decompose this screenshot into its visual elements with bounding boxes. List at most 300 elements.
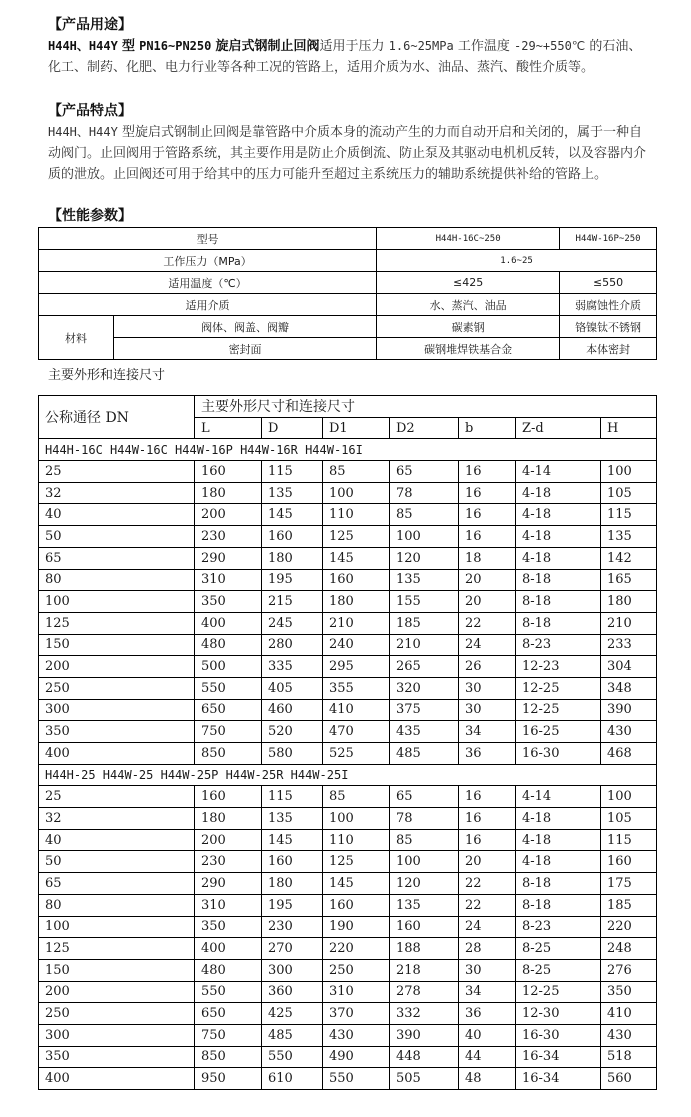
table-cell: 4-18	[516, 829, 601, 851]
table-cell: 115	[601, 829, 657, 851]
table-cell: 125	[39, 612, 195, 634]
table-row	[39, 526, 657, 548]
table-row	[39, 894, 657, 916]
table-cell: 610	[262, 1068, 323, 1090]
table-cell: 190	[323, 916, 390, 938]
table-cell: 335	[262, 656, 323, 678]
table-cell: 16	[459, 808, 516, 830]
table-cell: 16-34	[516, 1046, 601, 1068]
table-row	[39, 461, 657, 483]
table-cell: 12-30	[516, 1003, 601, 1025]
table-row	[39, 981, 657, 1003]
table-cell: 200	[195, 829, 262, 851]
table-cell: 160	[195, 786, 262, 808]
table-cell: 16-25	[516, 721, 601, 743]
table-cell: 405	[262, 677, 323, 699]
table-cell: 16-30	[516, 1024, 601, 1046]
table-cell: 160	[262, 526, 323, 548]
dims-col-header: H	[601, 417, 657, 439]
table-cell: 332	[390, 1003, 459, 1025]
table-cell: 100	[39, 916, 195, 938]
table-cell: 120	[390, 547, 459, 569]
table-cell: 348	[601, 677, 657, 699]
perf-model-b: H44W-16P~250	[560, 228, 657, 250]
table-cell: 16	[459, 786, 516, 808]
table-cell: 200	[39, 981, 195, 1003]
usage-text-3: 的石油、化工、制药、化肥、电力行业等各种工况的管路上，适用介质为水、油品、蒸汽、酸性介质等。	[48, 39, 642, 75]
usage-text-1: 适用于压力	[319, 39, 385, 54]
features-models: H44H、H44Y	[48, 125, 118, 139]
table-cell: 145	[262, 829, 323, 851]
table-cell: 28	[459, 938, 516, 960]
table-cell: 4-18	[516, 808, 601, 830]
table-cell: 4-18	[516, 482, 601, 504]
table-row	[39, 786, 657, 808]
table-cell: 518	[601, 1046, 657, 1068]
usage-paragraph	[48, 36, 648, 78]
table-cell: 110	[323, 504, 390, 526]
table-cell: 135	[390, 894, 459, 916]
table-cell: 650	[195, 699, 262, 721]
dims-group-title-row	[39, 439, 657, 461]
dims-col-header: L	[195, 417, 262, 439]
table-cell: 20	[459, 851, 516, 873]
table-cell: 350	[39, 1046, 195, 1068]
table-cell: 16-34	[516, 1068, 601, 1090]
perf-seal-a: 碳钢堆焊铁基合金	[377, 338, 560, 360]
dims-col-header: D2	[390, 417, 459, 439]
perf-temp-b: ≤550	[560, 272, 657, 294]
table-cell: 505	[390, 1068, 459, 1090]
table-cell: 350	[39, 721, 195, 743]
usage-type-word: 型	[121, 39, 135, 54]
table-row	[39, 743, 657, 765]
table-cell: 105	[601, 808, 657, 830]
table-cell: 195	[262, 569, 323, 591]
table-cell: 448	[390, 1046, 459, 1068]
table-cell: 100	[323, 482, 390, 504]
table-cell: 470	[323, 721, 390, 743]
usage-valve-name: 旋启式钢制止回阀	[215, 39, 320, 54]
table-row	[39, 808, 657, 830]
table-cell: 180	[195, 808, 262, 830]
table-cell: 16	[459, 461, 516, 483]
table-cell: 100	[390, 526, 459, 548]
table-cell: 240	[323, 634, 390, 656]
perf-body-b: 铬镍钛不锈钢	[560, 316, 657, 338]
table-cell: 25	[39, 461, 195, 483]
table-cell: 245	[262, 612, 323, 634]
table-cell: 350	[195, 916, 262, 938]
table-cell: 100	[601, 461, 657, 483]
perf-medium-a: 水、蒸汽、油品	[377, 294, 560, 316]
perf-seal-label: 密封面	[114, 338, 377, 360]
table-row	[39, 504, 657, 526]
table-cell: 220	[601, 916, 657, 938]
table-cell: 30	[459, 959, 516, 981]
table-cell: 490	[323, 1046, 390, 1068]
table-cell: 250	[39, 677, 195, 699]
table-cell: 12-23	[516, 656, 601, 678]
table-row	[39, 916, 657, 938]
table-cell: 350	[195, 591, 262, 613]
table-cell: 410	[601, 1003, 657, 1025]
table-cell: 115	[262, 461, 323, 483]
table-cell: 8-25	[516, 938, 601, 960]
table-cell: 485	[262, 1024, 323, 1046]
table-cell: 16	[459, 526, 516, 548]
table-cell: 233	[601, 634, 657, 656]
dims-col-header: D1	[323, 417, 390, 439]
table-cell: 16	[459, 829, 516, 851]
table-row	[39, 699, 657, 721]
table-cell: 135	[601, 526, 657, 548]
table-cell: 18	[459, 547, 516, 569]
perf-model-a: H44H-16C~250	[377, 228, 560, 250]
table-cell: 210	[390, 634, 459, 656]
table-cell: 135	[262, 482, 323, 504]
table-cell: 36	[459, 1003, 516, 1025]
table-cell: 180	[601, 591, 657, 613]
dims-group-title: H44H-25 H44W-25 H44W-25P H44W-25R H44W-25I	[39, 764, 657, 786]
table-row	[39, 569, 657, 591]
table-cell: 8-18	[516, 569, 601, 591]
table-cell: 360	[262, 981, 323, 1003]
table-cell: 175	[601, 873, 657, 895]
table-row	[39, 1024, 657, 1046]
table-cell: 188	[390, 938, 459, 960]
table-cell: 24	[459, 634, 516, 656]
table-cell: 950	[195, 1068, 262, 1090]
table-cell: 100	[601, 786, 657, 808]
perf-temp-label: 适用温度（℃）	[39, 272, 377, 294]
table-row	[39, 547, 657, 569]
table-cell: 400	[39, 743, 195, 765]
table-cell: 185	[601, 894, 657, 916]
table-cell: 125	[39, 938, 195, 960]
table-cell: 150	[39, 959, 195, 981]
table-cell: 304	[601, 656, 657, 678]
table-cell: 25	[39, 786, 195, 808]
table-cell: 160	[323, 894, 390, 916]
perf-pressure-value: 1.6~25	[377, 250, 657, 272]
table-row	[39, 1046, 657, 1068]
table-cell: 580	[262, 743, 323, 765]
table-cell: 125	[323, 851, 390, 873]
table-cell: 65	[390, 461, 459, 483]
table-row	[39, 721, 657, 743]
table-cell: 78	[390, 482, 459, 504]
table-cell: 20	[459, 569, 516, 591]
table-cell: 4-18	[516, 851, 601, 873]
table-cell: 300	[39, 1024, 195, 1046]
table-cell: 230	[195, 526, 262, 548]
table-cell: 4-18	[516, 547, 601, 569]
table-cell: 355	[323, 677, 390, 699]
table-cell: 218	[390, 959, 459, 981]
table-cell: 390	[390, 1024, 459, 1046]
table-cell: 110	[323, 829, 390, 851]
perf-medium-b: 弱腐蚀性介质	[560, 294, 657, 316]
table-cell: 160	[195, 461, 262, 483]
table-cell: 24	[459, 916, 516, 938]
usage-temp: -29~+550℃	[514, 39, 586, 53]
table-cell: 100	[39, 591, 195, 613]
table-cell: 115	[262, 786, 323, 808]
table-cell: 550	[262, 1046, 323, 1068]
table-cell: 4-14	[516, 461, 601, 483]
table-cell: 350	[601, 981, 657, 1003]
table-cell: 4-18	[516, 526, 601, 548]
table-cell: 375	[390, 699, 459, 721]
table-cell: 400	[195, 612, 262, 634]
dims-col-header: b	[459, 417, 516, 439]
table-cell: 8-23	[516, 634, 601, 656]
perf-material-label: 材料	[39, 316, 114, 360]
table-cell: 165	[601, 569, 657, 591]
table-cell: 230	[262, 916, 323, 938]
table-cell: 12-25	[516, 699, 601, 721]
table-cell: 22	[459, 873, 516, 895]
table-cell: 16	[459, 482, 516, 504]
table-cell: 215	[262, 591, 323, 613]
table-cell: 135	[390, 569, 459, 591]
table-cell: 85	[390, 829, 459, 851]
table-cell: 310	[195, 894, 262, 916]
table-cell: 145	[323, 873, 390, 895]
table-cell: 142	[601, 547, 657, 569]
table-cell: 550	[323, 1068, 390, 1090]
table-cell: 430	[323, 1024, 390, 1046]
dims-dn-header: 公称通径 DN	[39, 396, 195, 439]
table-cell: 750	[195, 1024, 262, 1046]
table-cell: 468	[601, 743, 657, 765]
table-cell: 12-25	[516, 677, 601, 699]
table-cell: 550	[195, 981, 262, 1003]
table-cell: 250	[323, 959, 390, 981]
table-cell: 180	[262, 547, 323, 569]
table-cell: 180	[262, 873, 323, 895]
features-text: 型旋启式钢制止回阀是靠管路中介质本身的流动产生的力而自动开启和关闭的，属于一种自动阀门。止回阀用于管路系统，其主要作用是防止介质倒流、防止泵及其驱动电机机反转，以及容器内介质的泄放。止回阀还可用于给其中的压力可能升至超过主系统压力的辅助系统提供补给的管路上。	[48, 125, 647, 182]
table-cell: 8-18	[516, 873, 601, 895]
dims-col-header: Z-d	[516, 417, 601, 439]
table-cell: 276	[601, 959, 657, 981]
table-cell: 8-25	[516, 959, 601, 981]
table-cell: 22	[459, 894, 516, 916]
table-row	[39, 482, 657, 504]
table-row	[39, 829, 657, 851]
table-cell: 500	[195, 656, 262, 678]
table-cell: 270	[262, 938, 323, 960]
dims-group-title: H44H-16C H44W-16C H44W-16P H44W-16R H44W-16I	[39, 439, 657, 461]
table-cell: 8-18	[516, 894, 601, 916]
table-cell: 120	[390, 873, 459, 895]
dimensions-table	[38, 395, 657, 1090]
table-cell: 485	[390, 743, 459, 765]
table-cell: 30	[459, 677, 516, 699]
table-cell: 155	[390, 591, 459, 613]
table-cell: 8-23	[516, 916, 601, 938]
table-row	[39, 677, 657, 699]
table-cell: 50	[39, 851, 195, 873]
table-cell: 30	[459, 699, 516, 721]
table-cell: 85	[323, 786, 390, 808]
table-row	[39, 873, 657, 895]
table-cell: 100	[390, 851, 459, 873]
features-paragraph	[48, 122, 648, 185]
table-cell: 44	[459, 1046, 516, 1068]
table-cell: 160	[390, 916, 459, 938]
table-cell: 550	[195, 677, 262, 699]
table-cell: 160	[601, 851, 657, 873]
table-cell: 430	[601, 721, 657, 743]
table-row	[39, 1068, 657, 1090]
table-row	[39, 612, 657, 634]
table-cell: 460	[262, 699, 323, 721]
features-section-title: 【产品特点】	[48, 103, 132, 119]
usage-text-2: 工作温度	[457, 39, 510, 54]
usage-section-title: 【产品用途】	[48, 17, 132, 33]
table-cell: 36	[459, 743, 516, 765]
table-cell: 135	[262, 808, 323, 830]
table-cell: 80	[39, 569, 195, 591]
table-cell: 40	[459, 1024, 516, 1046]
table-cell: 115	[601, 504, 657, 526]
table-row	[39, 591, 657, 613]
table-cell: 26	[459, 656, 516, 678]
perf-medium-label: 适用介质	[39, 294, 377, 316]
table-cell: 280	[262, 634, 323, 656]
table-cell: 85	[390, 504, 459, 526]
table-cell: 4-18	[516, 504, 601, 526]
table-cell: 20	[459, 591, 516, 613]
table-cell: 8-18	[516, 591, 601, 613]
table-cell: 750	[195, 721, 262, 743]
table-cell: 390	[601, 699, 657, 721]
table-cell: 210	[601, 612, 657, 634]
table-cell: 300	[262, 959, 323, 981]
table-cell: 12-25	[516, 981, 601, 1003]
table-cell: 278	[390, 981, 459, 1003]
table-cell: 250	[39, 1003, 195, 1025]
table-row	[39, 938, 657, 960]
table-cell: 160	[323, 569, 390, 591]
table-cell: 80	[39, 894, 195, 916]
table-cell: 560	[601, 1068, 657, 1090]
table-cell: 22	[459, 612, 516, 634]
table-cell: 32	[39, 808, 195, 830]
table-cell: 125	[323, 526, 390, 548]
table-cell: 48	[459, 1068, 516, 1090]
table-cell: 200	[195, 504, 262, 526]
table-cell: 34	[459, 981, 516, 1003]
table-cell: 220	[323, 938, 390, 960]
table-cell: 50	[39, 526, 195, 548]
dims-group-header: 主要外形尺寸和连接尺寸	[195, 396, 657, 418]
table-cell: 185	[390, 612, 459, 634]
table-cell: 105	[601, 482, 657, 504]
table-cell: 480	[195, 959, 262, 981]
table-cell: 195	[262, 894, 323, 916]
table-cell: 160	[262, 851, 323, 873]
table-cell: 85	[323, 461, 390, 483]
table-cell: 230	[195, 851, 262, 873]
table-cell: 430	[601, 1024, 657, 1046]
table-cell: 400	[195, 938, 262, 960]
table-cell: 40	[39, 504, 195, 526]
table-cell: 370	[323, 1003, 390, 1025]
table-cell: 525	[323, 743, 390, 765]
dims-caption: 主要外形和连接尺寸	[48, 368, 166, 383]
perf-pressure-label: 工作压力（MPa）	[39, 250, 377, 272]
table-cell: 210	[323, 612, 390, 634]
table-cell: 290	[195, 873, 262, 895]
table-cell: 310	[195, 569, 262, 591]
table-cell: 65	[39, 547, 195, 569]
table-cell: 480	[195, 634, 262, 656]
table-row	[39, 656, 657, 678]
table-cell: 265	[390, 656, 459, 678]
table-cell: 16	[459, 504, 516, 526]
table-cell: 34	[459, 721, 516, 743]
table-cell: 425	[262, 1003, 323, 1025]
table-cell: 400	[39, 1068, 195, 1090]
table-cell: 78	[390, 808, 459, 830]
table-cell: 310	[323, 981, 390, 1003]
perf-body-label: 阀体、阀盖、阀瓣	[114, 316, 377, 338]
table-cell: 4-14	[516, 786, 601, 808]
usage-pressure: 1.6~25MPa	[388, 39, 454, 53]
table-row	[39, 851, 657, 873]
params-section-title: 【性能参数】	[48, 208, 132, 224]
table-cell: 435	[390, 721, 459, 743]
table-cell: 145	[323, 547, 390, 569]
usage-models: H44H、H44Y	[48, 39, 118, 53]
table-row	[39, 634, 657, 656]
table-cell: 180	[323, 591, 390, 613]
table-cell: 520	[262, 721, 323, 743]
table-cell: 32	[39, 482, 195, 504]
table-cell: 180	[195, 482, 262, 504]
table-cell: 300	[39, 699, 195, 721]
performance-table	[38, 227, 657, 360]
table-cell: 850	[195, 1046, 262, 1068]
table-cell: 650	[195, 1003, 262, 1025]
perf-model-label: 型号	[39, 228, 377, 250]
usage-pn: PN16~PN250	[139, 39, 212, 53]
perf-body-a: 碳素钢	[377, 316, 560, 338]
table-cell: 65	[390, 786, 459, 808]
table-row	[39, 959, 657, 981]
table-cell: 40	[39, 829, 195, 851]
table-cell: 150	[39, 634, 195, 656]
table-cell: 290	[195, 547, 262, 569]
dims-header-row	[39, 396, 657, 418]
table-cell: 320	[390, 677, 459, 699]
perf-temp-a: ≤425	[377, 272, 560, 294]
dims-col-header: D	[262, 417, 323, 439]
table-cell: 16-30	[516, 743, 601, 765]
table-cell: 850	[195, 743, 262, 765]
table-cell: 65	[39, 873, 195, 895]
table-cell: 145	[262, 504, 323, 526]
table-cell: 200	[39, 656, 195, 678]
table-row	[39, 1003, 657, 1025]
table-cell: 8-18	[516, 612, 601, 634]
dims-group-title-row	[39, 764, 657, 786]
table-cell: 100	[323, 808, 390, 830]
table-cell: 248	[601, 938, 657, 960]
